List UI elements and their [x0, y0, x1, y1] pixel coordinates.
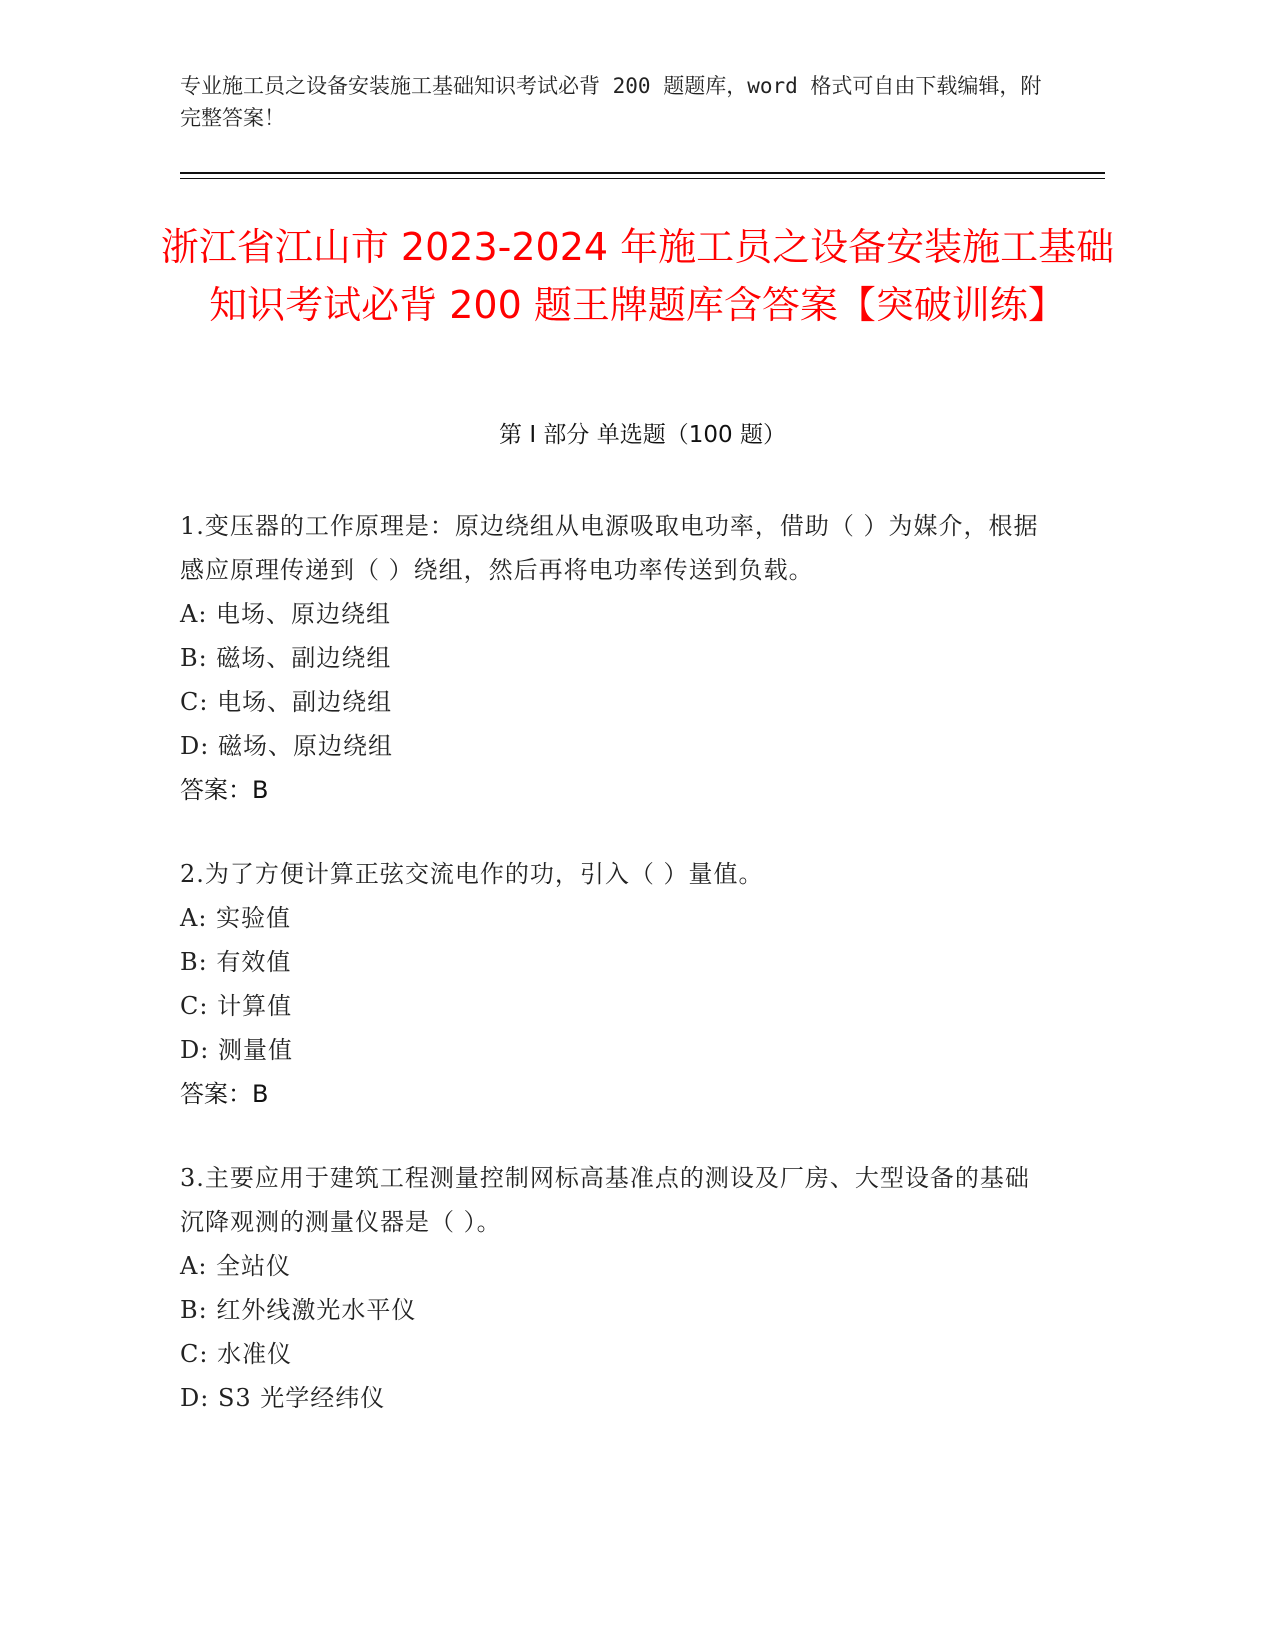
option-b: B: 红外线激光水平仪: [180, 1296, 417, 1324]
option-b: B: 有效值: [180, 948, 292, 976]
option-a: A: 全站仪: [180, 1252, 292, 1280]
option-c: C: 计算值: [180, 992, 293, 1020]
option-d: D: 磁场、原边绕组: [180, 732, 393, 760]
header-divider-thick: [180, 172, 1105, 174]
question-stem: 1.变压器的工作原理是：原边绕组从电源吸取电功率，借助（ ）为媒介，根据感应原理传递到（ ）绕组，然后再将电功率传送到负载。: [180, 512, 1039, 584]
header-divider-thin: [180, 178, 1105, 179]
section-title: 第 I 部分 单选题（100 题）: [499, 422, 786, 448]
option-a: A: 实验值: [180, 904, 292, 932]
question-stem: 3.主要应用于建筑工程测量控制网标高基准点的测设及厂房、大型设备的基础沉降观测的测量仪器是（ ）。: [180, 1164, 1030, 1236]
document-title: 浙江省江山市 2023-2024 年施工员之设备安装施工基础知识考试必背 200 题王牌题库含答案【突破训练】: [160, 225, 1115, 327]
option-b: B: 磁场、副边绕组: [180, 644, 392, 672]
question-stem: 2.为了方便计算正弦交流电作的功，引入（ ）量值。: [180, 860, 764, 888]
question-item: [180, 1156, 1040, 1420]
option-d: D: 测量值: [180, 1036, 293, 1064]
question-answer: 答案：B: [180, 776, 269, 804]
question-item: [180, 504, 1040, 812]
option-c: C: 水准仪: [180, 1340, 293, 1368]
header-note: 专业施工员之设备安装施工基础知识考试必背 200 题题库，word 格式可自由下载编辑，附完整答案！: [180, 74, 1042, 130]
question-item: [180, 852, 1040, 1116]
option-d: D: S3 光学经纬仪: [180, 1384, 386, 1412]
option-a: A: 电场、原边绕组: [180, 600, 392, 628]
question-answer: 答案：B: [180, 1080, 269, 1108]
option-c: C: 电场、副边绕组: [180, 688, 393, 716]
